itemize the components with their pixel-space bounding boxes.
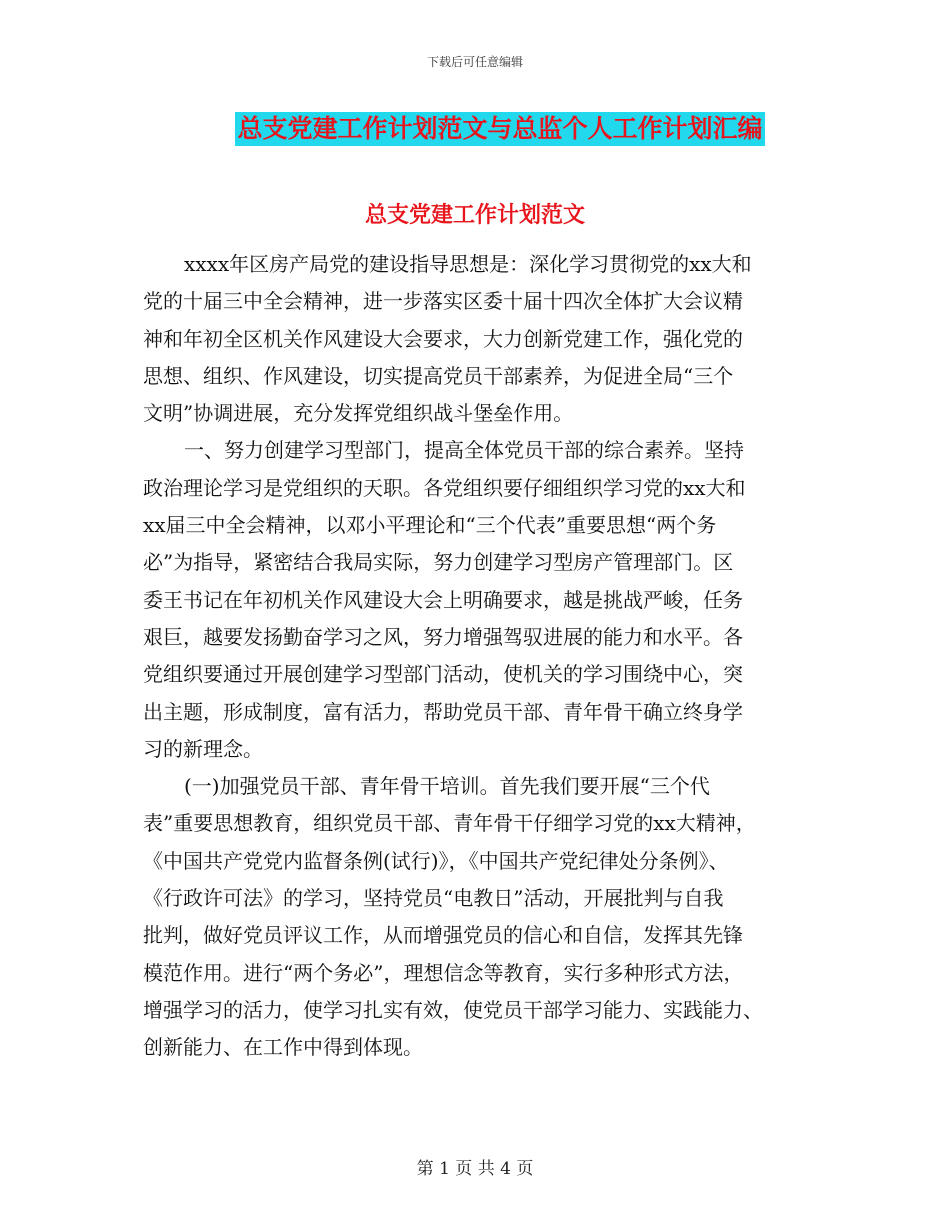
paragraph-line: 习的新理念。 bbox=[143, 736, 263, 761]
paragraph-line: 文明”协调进展，充分发挥党组织战斗堡垒作用。 bbox=[143, 401, 574, 426]
paragraph-line: 政治理论学习是党组织的天职。各党组织要仔细组织学习党的xx大和 bbox=[143, 475, 746, 500]
paragraph-line: 创新能力、在工作中得到体现。 bbox=[143, 1035, 423, 1060]
document-body bbox=[143, 246, 811, 1067]
paragraph-line: 党的十届三中全会精神，进一步落实区委十届十四次全体扩大会议精 bbox=[143, 289, 743, 314]
paragraph-line: 表”重要思想教育，组织党员干部、青年骨干仔细学习党的xx大精神， bbox=[143, 811, 756, 836]
paragraph-line: 《行政许可法》的学习，坚持党员“电教日”活动，开展批判与自我 bbox=[143, 886, 724, 911]
paragraph-line: 委王书记在年初机关作风建设大会上明确要求，越是挑战严峻，任务 bbox=[143, 587, 743, 612]
paragraph-line: 《中国共产党党内监督条例(试行)》，《中国共产党纪律处分条例》、 bbox=[143, 848, 729, 873]
section-title: 总支党建工作计划范文 bbox=[364, 203, 585, 228]
document-title-container bbox=[0, 112, 950, 146]
paragraph-line: 一、努力创建学习型部门，提高全体党员干部的综合素养。坚持 bbox=[184, 438, 744, 463]
paragraph-line: 艰巨，越要发扬勤奋学习之风，努力增强驾驭进展的能力和水平。各 bbox=[143, 624, 743, 649]
paragraph-line: 神和年初全区机关作风建设大会要求，大力创新党建工作，强化党的 bbox=[143, 326, 743, 351]
paragraph-line: xxxx年区房产局党的建设指导思想是：深化学习贯彻党的xx大和 bbox=[184, 252, 752, 276]
paragraph-line: 批判，做好党员评议工作，从而增强党员的信心和自信，发挥其先锋 bbox=[143, 923, 743, 948]
paragraph-line: (一)加强党员干部、青年骨干培训。首先我们要开展“三个代 bbox=[184, 774, 710, 799]
paragraph-line: xx届三中全会精神，以邓小平理论和“三个代表”重要思想“两个务 bbox=[143, 513, 717, 538]
paragraph-line: 必”为指导，紧密结合我局实际，努力创建学习型房产管理部门。区 bbox=[143, 550, 734, 575]
paragraph-line: 思想、组织、作风建设，切实提高党员干部素养，为促进全局“三个 bbox=[143, 363, 734, 388]
page-header-note: 下载后可任意编辑 bbox=[426, 55, 523, 69]
paragraph-line: 出主题，形成制度，富有活力，帮助党员干部、青年骨干确立终身学 bbox=[143, 699, 743, 724]
paragraph-line: 模范作用。进行“两个务必”，理想信念等教育，实行多种形式方法， bbox=[143, 960, 744, 985]
paragraph-line: 党组织要通过开展创建学习型部门活动，使机关的学习围绕中心，突 bbox=[143, 662, 743, 687]
paragraph-line: 增强学习的活力，使学习扎实有效，使党员干部学习能力、实践能力、 bbox=[143, 997, 763, 1022]
document-title: 总支党建工作计划范文与总监个人工作计划汇编 bbox=[235, 112, 764, 146]
page-number: 第 1 页 共 4 页 bbox=[416, 1159, 534, 1179]
